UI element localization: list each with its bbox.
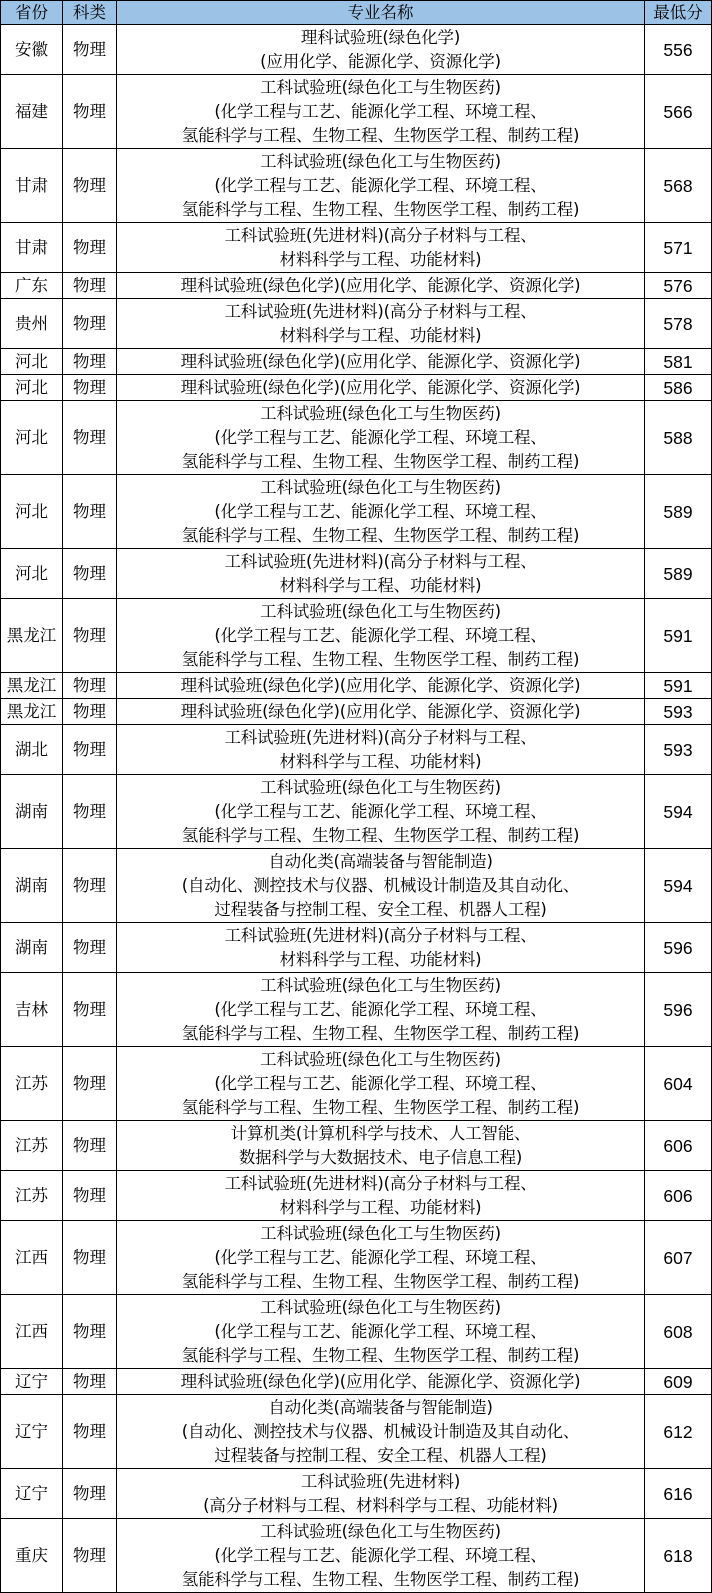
major-cell: 计算机类(计算机科学与技术、人工智能、 数据科学与大数据技术、电子信息工程) [117, 1121, 645, 1171]
min-score-cell: 588 [645, 401, 712, 475]
province-cell: 河北 [1, 475, 63, 549]
min-score-cell: 606 [645, 1171, 712, 1221]
category-cell: 物理 [63, 1171, 117, 1221]
major-cell: 理科试验班(绿色化学)(应用化学、能源化学、资源化学) [117, 673, 645, 699]
table-row [1, 149, 712, 223]
category-cell: 物理 [63, 1047, 117, 1121]
major-cell: 工科试验班(绿色化工与生物医药) (化学工程与工艺、能源化学工程、环境工程、 氢能科学与工程、生物工程、生物医学工程、制药工程) [117, 401, 645, 475]
table-row [1, 375, 712, 401]
province-cell: 黑龙江 [1, 599, 63, 673]
province-cell: 江苏 [1, 1121, 63, 1171]
category-cell: 物理 [63, 349, 117, 375]
category-cell: 物理 [63, 1469, 117, 1519]
min-score-cell: 594 [645, 849, 712, 923]
table-row [1, 25, 712, 75]
major-cell: 工科试验班(先进材料)(高分子材料与工程、 材料科学与工程、功能材料) [117, 549, 645, 599]
category-cell: 物理 [63, 923, 117, 973]
category-cell: 物理 [63, 223, 117, 273]
province-cell: 吉林 [1, 973, 63, 1047]
province-cell: 河北 [1, 349, 63, 375]
table-row [1, 1171, 712, 1221]
category-cell: 物理 [63, 973, 117, 1047]
province-cell: 江西 [1, 1295, 63, 1369]
table-row [1, 1047, 712, 1121]
major-cell: 工科试验班(绿色化工与生物医药) (化学工程与工艺、能源化学工程、环境工程、 氢能科学与工程、生物工程、生物医学工程、制药工程) [117, 599, 645, 673]
province-cell: 河北 [1, 549, 63, 599]
major-cell: 理科试验班(绿色化学) (应用化学、能源化学、资源化学) [117, 25, 645, 75]
major-cell: 工科试验班(绿色化工与生物医药) (化学工程与工艺、能源化学工程、环境工程、 氢能科学与工程、生物工程、生物医学工程、制药工程) [117, 1047, 645, 1121]
major-cell: 工科试验班(先进材料)(高分子材料与工程、 材料科学与工程、功能材料) [117, 725, 645, 775]
min-score-cell: 612 [645, 1395, 712, 1469]
table-row [1, 599, 712, 673]
category-cell: 物理 [63, 401, 117, 475]
table-row [1, 401, 712, 475]
major-cell: 自动化类(高端装备与智能制造) (自动化、测控技术与仪器、机械设计制造及其自动化、 过程装备与控制工程、安全工程、机器人工程) [117, 849, 645, 923]
province-cell: 福建 [1, 75, 63, 149]
category-cell: 物理 [63, 1519, 117, 1593]
min-score-cell: 616 [645, 1469, 712, 1519]
min-score-cell: 604 [645, 1047, 712, 1121]
province-cell: 江西 [1, 1221, 63, 1295]
table-row [1, 725, 712, 775]
category-cell: 物理 [63, 149, 117, 223]
category-cell: 物理 [63, 475, 117, 549]
min-score-cell: 591 [645, 599, 712, 673]
major-cell: 工科试验班(绿色化工与生物医药) (化学工程与工艺、能源化学工程、环境工程、 氢能科学与工程、生物工程、生物医学工程、制药工程) [117, 475, 645, 549]
province-cell: 辽宁 [1, 1369, 63, 1395]
min-score-cell: 589 [645, 475, 712, 549]
table-row [1, 273, 712, 299]
min-score-cell: 594 [645, 775, 712, 849]
major-cell: 工科试验班(先进材料)(高分子材料与工程、 材料科学与工程、功能材料) [117, 223, 645, 273]
major-cell: 工科试验班(绿色化工与生物医药) (化学工程与工艺、能源化学工程、环境工程、 氢能科学与工程、生物工程、生物医学工程、制药工程) [117, 973, 645, 1047]
table-row [1, 775, 712, 849]
table-row [1, 699, 712, 725]
major-cell: 工科试验班(绿色化工与生物医药) (化学工程与工艺、能源化学工程、环境工程、 氢能科学与工程、生物工程、生物医学工程、制药工程) [117, 75, 645, 149]
min-score-cell: 578 [645, 299, 712, 349]
major-cell: 工科试验班(绿色化工与生物医药) (化学工程与工艺、能源化学工程、环境工程、 氢能科学与工程、生物工程、生物医学工程、制药工程) [117, 1295, 645, 1369]
category-cell: 物理 [63, 375, 117, 401]
min-score-cell: 606 [645, 1121, 712, 1171]
province-cell: 黑龙江 [1, 673, 63, 699]
min-score-cell: 556 [645, 25, 712, 75]
major-cell: 工科试验班(绿色化工与生物医药) (化学工程与工艺、能源化学工程、环境工程、 氢能科学与工程、生物工程、生物医学工程、制药工程) [117, 149, 645, 223]
min-score-cell: 576 [645, 273, 712, 299]
table-row [1, 1369, 712, 1395]
major-cell: 工科试验班(先进材料)(高分子材料与工程、 材料科学与工程、功能材料) [117, 923, 645, 973]
min-score-cell: 609 [645, 1369, 712, 1395]
header-category: 科类 [63, 1, 117, 25]
min-score-cell: 589 [645, 549, 712, 599]
table-row [1, 1221, 712, 1295]
header-min-score: 最低分 [645, 1, 712, 25]
table-row [1, 75, 712, 149]
min-score-cell: 596 [645, 923, 712, 973]
category-cell: 物理 [63, 599, 117, 673]
province-cell: 贵州 [1, 299, 63, 349]
table-row [1, 1519, 712, 1593]
category-cell: 物理 [63, 1295, 117, 1369]
province-cell: 江苏 [1, 1171, 63, 1221]
category-cell: 物理 [63, 25, 117, 75]
min-score-cell: 571 [645, 223, 712, 273]
major-cell: 工科试验班(先进材料) (高分子材料与工程、材料科学与工程、功能材料) [117, 1469, 645, 1519]
province-cell: 重庆 [1, 1519, 63, 1593]
category-cell: 物理 [63, 299, 117, 349]
major-cell: 理科试验班(绿色化学)(应用化学、能源化学、资源化学) [117, 699, 645, 725]
min-score-cell: 607 [645, 1221, 712, 1295]
table-row [1, 923, 712, 973]
category-cell: 物理 [63, 673, 117, 699]
category-cell: 物理 [63, 1395, 117, 1469]
major-cell: 理科试验班(绿色化学)(应用化学、能源化学、资源化学) [117, 375, 645, 401]
category-cell: 物理 [63, 1121, 117, 1171]
province-cell: 河北 [1, 375, 63, 401]
table-row [1, 1295, 712, 1369]
table-row [1, 299, 712, 349]
province-cell: 甘肃 [1, 149, 63, 223]
min-score-cell: 596 [645, 973, 712, 1047]
province-cell: 安徽 [1, 25, 63, 75]
major-cell: 理科试验班(绿色化学)(应用化学、能源化学、资源化学) [117, 273, 645, 299]
major-cell: 自动化类(高端装备与智能制造) (自动化、测控技术与仪器、机械设计制造及其自动化、 过程装备与控制工程、安全工程、机器人工程) [117, 1395, 645, 1469]
province-cell: 广东 [1, 273, 63, 299]
table-row [1, 973, 712, 1047]
min-score-cell: 566 [645, 75, 712, 149]
province-cell: 辽宁 [1, 1469, 63, 1519]
province-cell: 黑龙江 [1, 699, 63, 725]
major-cell: 工科试验班(先进材料)(高分子材料与工程、 材料科学与工程、功能材料) [117, 299, 645, 349]
major-cell: 工科试验班(绿色化工与生物医药) (化学工程与工艺、能源化学工程、环境工程、 氢能科学与工程、生物工程、生物医学工程、制药工程) [117, 1221, 645, 1295]
major-cell: 理科试验班(绿色化学)(应用化学、能源化学、资源化学) [117, 349, 645, 375]
province-cell: 河北 [1, 401, 63, 475]
min-score-cell: 593 [645, 725, 712, 775]
category-cell: 物理 [63, 273, 117, 299]
category-cell: 物理 [63, 1221, 117, 1295]
category-cell: 物理 [63, 1369, 117, 1395]
category-cell: 物理 [63, 775, 117, 849]
category-cell: 物理 [63, 725, 117, 775]
min-score-cell: 593 [645, 699, 712, 725]
category-cell: 物理 [63, 849, 117, 923]
province-cell: 江苏 [1, 1047, 63, 1121]
province-cell: 湖南 [1, 849, 63, 923]
table-row [1, 1121, 712, 1171]
major-cell: 理科试验班(绿色化学)(应用化学、能源化学、资源化学) [117, 1369, 645, 1395]
min-score-cell: 568 [645, 149, 712, 223]
province-cell: 甘肃 [1, 223, 63, 273]
table-row [1, 349, 712, 375]
category-cell: 物理 [63, 75, 117, 149]
province-cell: 湖南 [1, 923, 63, 973]
major-cell: 工科试验班(绿色化工与生物医药) (化学工程与工艺、能源化学工程、环境工程、 氢能科学与工程、生物工程、生物医学工程、制药工程) [117, 1519, 645, 1593]
min-score-cell: 581 [645, 349, 712, 375]
table-row [1, 849, 712, 923]
category-cell: 物理 [63, 699, 117, 725]
table-row [1, 223, 712, 273]
table-row [1, 1395, 712, 1469]
header-row [1, 1, 712, 25]
major-cell: 工科试验班(绿色化工与生物医药) (化学工程与工艺、能源化学工程、环境工程、 氢能科学与工程、生物工程、生物医学工程、制药工程) [117, 775, 645, 849]
category-cell: 物理 [63, 549, 117, 599]
header-province: 省份 [1, 1, 63, 25]
table-row [1, 1469, 712, 1519]
table-row [1, 549, 712, 599]
table-row [1, 475, 712, 549]
min-score-cell: 608 [645, 1295, 712, 1369]
major-cell: 工科试验班(先进材料)(高分子材料与工程、 材料科学与工程、功能材料) [117, 1171, 645, 1221]
header-major: 专业名称 [117, 1, 645, 25]
min-score-cell: 618 [645, 1519, 712, 1593]
province-cell: 湖北 [1, 725, 63, 775]
min-score-cell: 591 [645, 673, 712, 699]
province-cell: 辽宁 [1, 1395, 63, 1469]
province-cell: 湖南 [1, 775, 63, 849]
table-body [1, 25, 712, 1593]
min-score-cell: 586 [645, 375, 712, 401]
table-row [1, 673, 712, 699]
